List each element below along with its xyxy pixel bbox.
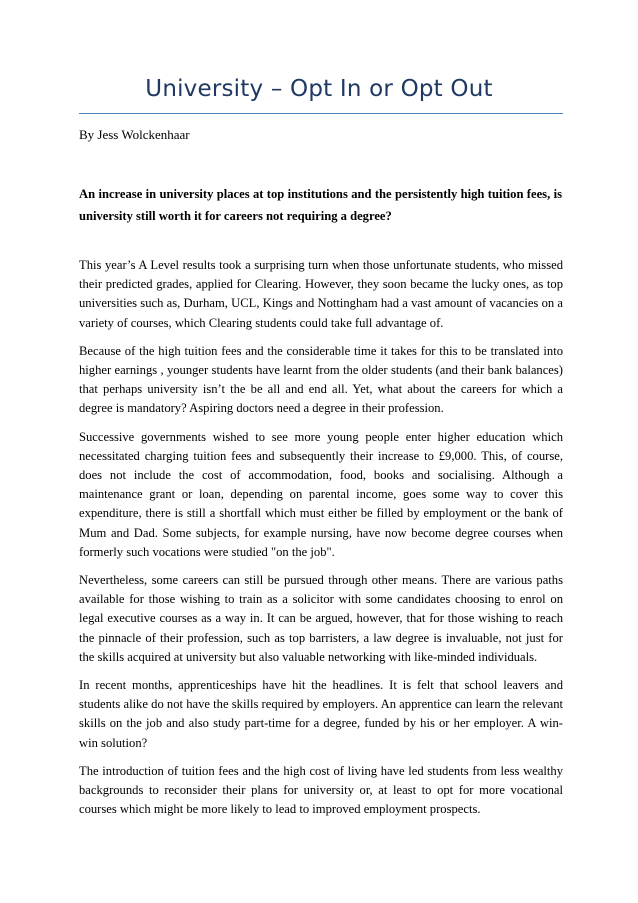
body-paragraph: The introduction of tuition fees and the high cost of living have led students from less wealthy backgrounds to reconsider their plans for university or, at least to opt for more vocational courses which might be more likely to lead to improved employment prospects.: [79, 763, 563, 817]
author-byline: By Jess Wolckenhaar: [79, 127, 190, 142]
document-title: University – Opt In or Opt Out: [145, 76, 493, 102]
body-paragraph: Successive governments wished to see more young people enter higher education which necessitated charging tuition fees and subsequently their increase to £9,000. This, of course, does not include the cost of accommodation, food, books and socialising. Although a maintenance grant or loan, depending on parental income, goes some way to cover this expenditure, there is still a shortfall which must either be filled by employment or the bank of Mum and Dad. Some subjects, for example nursing, have now become degree courses when formerly such vocations were studied "on the job".: [79, 429, 563, 559]
body-paragraph: In recent months, apprenticeships have hit the headlines. It is felt that school leavers and students alike do not have the skills required by employers. An apprentice can learn the relevant skills on the job and also study part-time for a degree, funded by his or her employer. A win-win solution?: [79, 678, 563, 750]
body-paragraph: Nevertheless, some careers can still be pursued through other means. There are various paths available for those wishing to train as a solicitor with some candidates choosing to enrol on legal executive courses as a way in. It can be argued, however, that for those wishing to reach the pinnacle of their profession, such as top barristers, a law degree is invaluable, not just for the skills acquired at university but also valuable networking with like-minded individuals.: [79, 573, 563, 664]
body-paragraph: Because of the high tuition fees and the considerable time it takes for this to be translated into higher earnings , younger students have learnt from the older students (and their bank balances) that perhaps university isn’t the be all and end all. Yet, what about the careers for which a degree is mandatory? Aspiring doctors need a degree in their profession.: [79, 343, 563, 416]
lead-paragraph: An increase in university places at top institutions and the persistently high tuition fees, is university still worth it for careers not requiring a degree?: [79, 187, 562, 223]
body-paragraph: This year’s A Level results took a surprising turn when those unfortunate students, who missed their predicted grades, applied for Clearing. However, they soon became the lucky ones, as top universities such as, Durham, UCL, Kings and Nottingham had a vast amount of vacancies on a variety of courses, which Clearing students could take full advantage of.: [79, 258, 563, 330]
title-underline-rule: [79, 113, 563, 114]
article-body: [79, 256, 563, 828]
